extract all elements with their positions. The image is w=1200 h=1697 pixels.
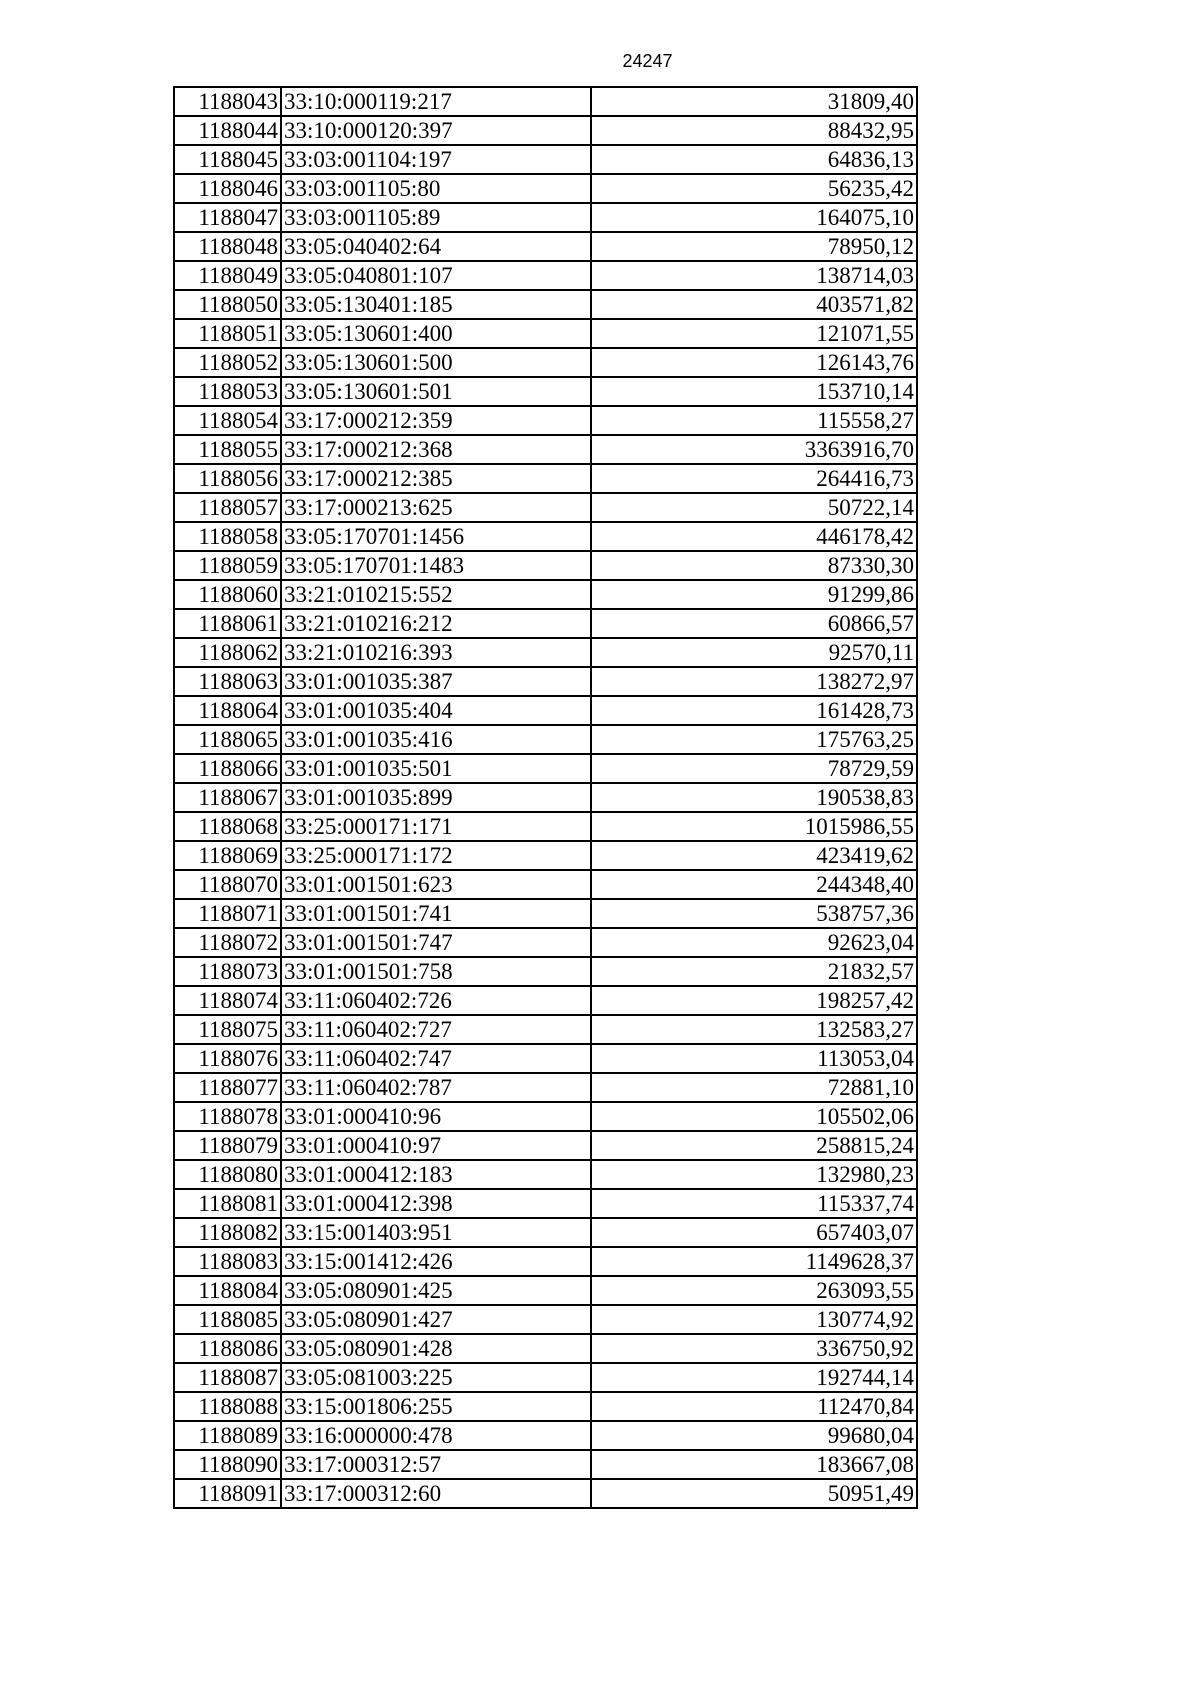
cadastral-value-cell: 175763,25 (591, 725, 917, 754)
row-id-cell: 1188076 (174, 1044, 281, 1073)
cadastral-value-cell: 121071,55 (591, 319, 917, 348)
table-row (174, 1044, 917, 1073)
cadastral-number-cell: 33:01:001035:404 (281, 696, 591, 725)
row-id-cell: 1188045 (174, 145, 281, 174)
table-row (174, 783, 917, 812)
cadastral-number-cell: 33:01:001501:747 (281, 928, 591, 957)
row-id-cell: 1188061 (174, 609, 281, 638)
table-body (174, 87, 917, 1508)
table-row (174, 1334, 917, 1363)
cadastral-value-cell: 60866,57 (591, 609, 917, 638)
cadastral-number-cell: 33:05:130601:500 (281, 348, 591, 377)
row-id-cell: 1188071 (174, 899, 281, 928)
cadastral-value-cell: 72881,10 (591, 1073, 917, 1102)
row-id-cell: 1188052 (174, 348, 281, 377)
table-row (174, 928, 917, 957)
row-id-cell: 1188044 (174, 116, 281, 145)
row-id-cell: 1188075 (174, 1015, 281, 1044)
table-row (174, 377, 917, 406)
row-id-cell: 1188054 (174, 406, 281, 435)
row-id-cell: 1188090 (174, 1450, 281, 1479)
table-row (174, 319, 917, 348)
cadastral-value-cell: 538757,36 (591, 899, 917, 928)
cadastral-number-cell: 33:15:001412:426 (281, 1247, 591, 1276)
table-row (174, 696, 917, 725)
cadastral-number-cell: 33:17:000312:57 (281, 1450, 591, 1479)
table-row (174, 1073, 917, 1102)
cadastral-value-cell: 78950,12 (591, 232, 917, 261)
cadastral-value-cell: 138272,97 (591, 667, 917, 696)
cadastral-number-cell: 33:05:130401:185 (281, 290, 591, 319)
cadastral-value-cell: 50951,49 (591, 1479, 917, 1508)
cadastral-value-cell: 244348,40 (591, 870, 917, 899)
row-id-cell: 1188091 (174, 1479, 281, 1508)
row-id-cell: 1188060 (174, 580, 281, 609)
cadastral-number-cell: 33:05:130601:501 (281, 377, 591, 406)
cadastral-number-cell: 33:05:080901:427 (281, 1305, 591, 1334)
row-id-cell: 1188073 (174, 957, 281, 986)
row-id-cell: 1188055 (174, 435, 281, 464)
cadastral-number-cell: 33:11:060402:747 (281, 1044, 591, 1073)
cadastral-value-cell: 446178,42 (591, 522, 917, 551)
row-id-cell: 1188085 (174, 1305, 281, 1334)
cadastral-value-cell: 92570,11 (591, 638, 917, 667)
table-row (174, 812, 917, 841)
cadastral-value-cell: 183667,08 (591, 1450, 917, 1479)
row-id-cell: 1188046 (174, 174, 281, 203)
row-id-cell: 1188087 (174, 1363, 281, 1392)
table-row (174, 754, 917, 783)
cadastral-value-cell: 112470,84 (591, 1392, 917, 1421)
cadastral-value-cell: 138714,03 (591, 261, 917, 290)
cadastral-value-cell: 56235,42 (591, 174, 917, 203)
cadastral-number-cell: 33:21:010216:212 (281, 609, 591, 638)
table-row (174, 1247, 917, 1276)
cadastral-number-cell: 33:05:170701:1483 (281, 551, 591, 580)
table-row (174, 1189, 917, 1218)
cadastral-number-cell: 33:01:000410:96 (281, 1102, 591, 1131)
cadastral-number-cell: 33:11:060402:787 (281, 1073, 591, 1102)
cadastral-number-cell: 33:01:001035:387 (281, 667, 591, 696)
row-id-cell: 1188043 (174, 87, 281, 116)
cadastral-number-cell: 33:17:000312:60 (281, 1479, 591, 1508)
cadastral-number-cell: 33:25:000171:171 (281, 812, 591, 841)
row-id-cell: 1188086 (174, 1334, 281, 1363)
cadastral-number-cell: 33:11:060402:727 (281, 1015, 591, 1044)
row-id-cell: 1188084 (174, 1276, 281, 1305)
cadastral-number-cell: 33:01:000412:398 (281, 1189, 591, 1218)
cadastral-number-cell: 33:10:000120:397 (281, 116, 591, 145)
cadastral-value-table (173, 86, 918, 1509)
cadastral-number-cell: 33:15:001806:255 (281, 1392, 591, 1421)
cadastral-number-cell: 33:01:000412:183 (281, 1160, 591, 1189)
table-row (174, 1450, 917, 1479)
table-row (174, 435, 917, 464)
cadastral-number-cell: 33:03:001105:80 (281, 174, 591, 203)
row-id-cell: 1188058 (174, 522, 281, 551)
cadastral-value-cell: 258815,24 (591, 1131, 917, 1160)
cadastral-value-cell: 192744,14 (591, 1363, 917, 1392)
table-row (174, 522, 917, 551)
cadastral-value-cell: 263093,55 (591, 1276, 917, 1305)
row-id-cell: 1188080 (174, 1160, 281, 1189)
table-row (174, 1305, 917, 1334)
cadastral-number-cell: 33:05:170701:1456 (281, 522, 591, 551)
table-row (174, 174, 917, 203)
cadastral-value-cell: 50722,14 (591, 493, 917, 522)
table-row (174, 638, 917, 667)
cadastral-number-cell: 33:17:000212:385 (281, 464, 591, 493)
cadastral-number-cell: 33:05:130601:400 (281, 319, 591, 348)
cadastral-number-cell: 33:01:001501:758 (281, 957, 591, 986)
cadastral-value-cell: 161428,73 (591, 696, 917, 725)
cadastral-value-cell: 423419,62 (591, 841, 917, 870)
cadastral-number-cell: 33:21:010216:393 (281, 638, 591, 667)
row-id-cell: 1188063 (174, 667, 281, 696)
row-id-cell: 1188050 (174, 290, 281, 319)
table-row (174, 145, 917, 174)
table-row (174, 551, 917, 580)
table-row (174, 1276, 917, 1305)
cadastral-number-cell: 33:11:060402:726 (281, 986, 591, 1015)
cadastral-value-cell: 132583,27 (591, 1015, 917, 1044)
row-id-cell: 1188074 (174, 986, 281, 1015)
row-id-cell: 1188083 (174, 1247, 281, 1276)
cadastral-value-cell: 91299,86 (591, 580, 917, 609)
row-id-cell: 1188089 (174, 1421, 281, 1450)
cadastral-value-cell: 31809,40 (591, 87, 917, 116)
table-row (174, 348, 917, 377)
row-id-cell: 1188064 (174, 696, 281, 725)
row-id-cell: 1188078 (174, 1102, 281, 1131)
table-row (174, 1102, 917, 1131)
cadastral-value-cell: 264416,73 (591, 464, 917, 493)
row-id-cell: 1188047 (174, 203, 281, 232)
cadastral-value-cell: 403571,82 (591, 290, 917, 319)
row-id-cell: 1188048 (174, 232, 281, 261)
table-row (174, 580, 917, 609)
table-row (174, 493, 917, 522)
table-row (174, 870, 917, 899)
cadastral-value-cell: 153710,14 (591, 377, 917, 406)
cadastral-number-cell: 33:03:001104:197 (281, 145, 591, 174)
cadastral-value-cell: 657403,07 (591, 1218, 917, 1247)
table-row (174, 1392, 917, 1421)
cadastral-value-cell: 190538,83 (591, 783, 917, 812)
row-id-cell: 1188088 (174, 1392, 281, 1421)
cadastral-number-cell: 33:01:000410:97 (281, 1131, 591, 1160)
cadastral-value-cell: 99680,04 (591, 1421, 917, 1450)
table-row (174, 87, 917, 116)
table-row (174, 609, 917, 638)
table-row (174, 1131, 917, 1160)
row-id-cell: 1188057 (174, 493, 281, 522)
table-row (174, 899, 917, 928)
cadastral-number-cell: 33:17:000212:359 (281, 406, 591, 435)
row-id-cell: 1188051 (174, 319, 281, 348)
cadastral-number-cell: 33:21:010215:552 (281, 580, 591, 609)
row-id-cell: 1188049 (174, 261, 281, 290)
cadastral-value-cell: 21832,57 (591, 957, 917, 986)
page-number: 24247 (622, 51, 673, 71)
cadastral-value-cell: 88432,95 (591, 116, 917, 145)
row-id-cell: 1188059 (174, 551, 281, 580)
table-row (174, 1421, 917, 1450)
cadastral-number-cell: 33:01:001035:416 (281, 725, 591, 754)
row-id-cell: 1188066 (174, 754, 281, 783)
cadastral-value-cell: 1149628,37 (591, 1247, 917, 1276)
cadastral-value-cell: 198257,42 (591, 986, 917, 1015)
row-id-cell: 1188056 (174, 464, 281, 493)
table-row (174, 725, 917, 754)
cadastral-number-cell: 33:01:001501:623 (281, 870, 591, 899)
row-id-cell: 1188079 (174, 1131, 281, 1160)
row-id-cell: 1188070 (174, 870, 281, 899)
cadastral-number-cell: 33:05:040801:107 (281, 261, 591, 290)
cadastral-number-cell: 33:05:081003:225 (281, 1363, 591, 1392)
table-row (174, 1015, 917, 1044)
cadastral-number-cell: 33:01:001035:501 (281, 754, 591, 783)
cadastral-value-cell: 132980,23 (591, 1160, 917, 1189)
cadastral-value-cell: 105502,06 (591, 1102, 917, 1131)
table-row (174, 1363, 917, 1392)
row-id-cell: 1188082 (174, 1218, 281, 1247)
cadastral-value-cell: 64836,13 (591, 145, 917, 174)
cadastral-number-cell: 33:17:000212:368 (281, 435, 591, 464)
table-row (174, 464, 917, 493)
cadastral-number-cell: 33:03:001105:89 (281, 203, 591, 232)
cadastral-number-cell: 33:01:001035:899 (281, 783, 591, 812)
row-id-cell: 1188069 (174, 841, 281, 870)
table-row (174, 1479, 917, 1508)
row-id-cell: 1188067 (174, 783, 281, 812)
table-row (174, 957, 917, 986)
cadastral-value-cell: 130774,92 (591, 1305, 917, 1334)
cadastral-number-cell: 33:05:080901:425 (281, 1276, 591, 1305)
cadastral-number-cell: 33:25:000171:172 (281, 841, 591, 870)
row-id-cell: 1188068 (174, 812, 281, 841)
cadastral-number-cell: 33:01:001501:741 (281, 899, 591, 928)
cadastral-value-cell: 126143,76 (591, 348, 917, 377)
table-row (174, 261, 917, 290)
row-id-cell: 1188081 (174, 1189, 281, 1218)
cadastral-number-cell: 33:10:000119:217 (281, 87, 591, 116)
cadastral-number-cell: 33:05:040402:64 (281, 232, 591, 261)
table-row (174, 1218, 917, 1247)
row-id-cell: 1188077 (174, 1073, 281, 1102)
table-row (174, 232, 917, 261)
row-id-cell: 1188065 (174, 725, 281, 754)
cadastral-value-cell: 92623,04 (591, 928, 917, 957)
cadastral-value-cell: 1015986,55 (591, 812, 917, 841)
cadastral-value-cell: 87330,30 (591, 551, 917, 580)
cadastral-number-cell: 33:16:000000:478 (281, 1421, 591, 1450)
table-row (174, 841, 917, 870)
cadastral-value-cell: 3363916,70 (591, 435, 917, 464)
row-id-cell: 1188072 (174, 928, 281, 957)
row-id-cell: 1188062 (174, 638, 281, 667)
cadastral-number-cell: 33:05:080901:428 (281, 1334, 591, 1363)
cadastral-value-cell: 164075,10 (591, 203, 917, 232)
cadastral-number-cell: 33:15:001403:951 (281, 1218, 591, 1247)
cadastral-value-cell: 115337,74 (591, 1189, 917, 1218)
cadastral-value-cell: 78729,59 (591, 754, 917, 783)
cadastral-value-cell: 115558,27 (591, 406, 917, 435)
table-row (174, 203, 917, 232)
table-row (174, 1160, 917, 1189)
table-row (174, 986, 917, 1015)
table-row (174, 116, 917, 145)
table-row (174, 290, 917, 319)
cadastral-number-cell: 33:17:000213:625 (281, 493, 591, 522)
table-row (174, 667, 917, 696)
row-id-cell: 1188053 (174, 377, 281, 406)
table-row (174, 406, 917, 435)
cadastral-value-cell: 336750,92 (591, 1334, 917, 1363)
cadastral-value-cell: 113053,04 (591, 1044, 917, 1073)
